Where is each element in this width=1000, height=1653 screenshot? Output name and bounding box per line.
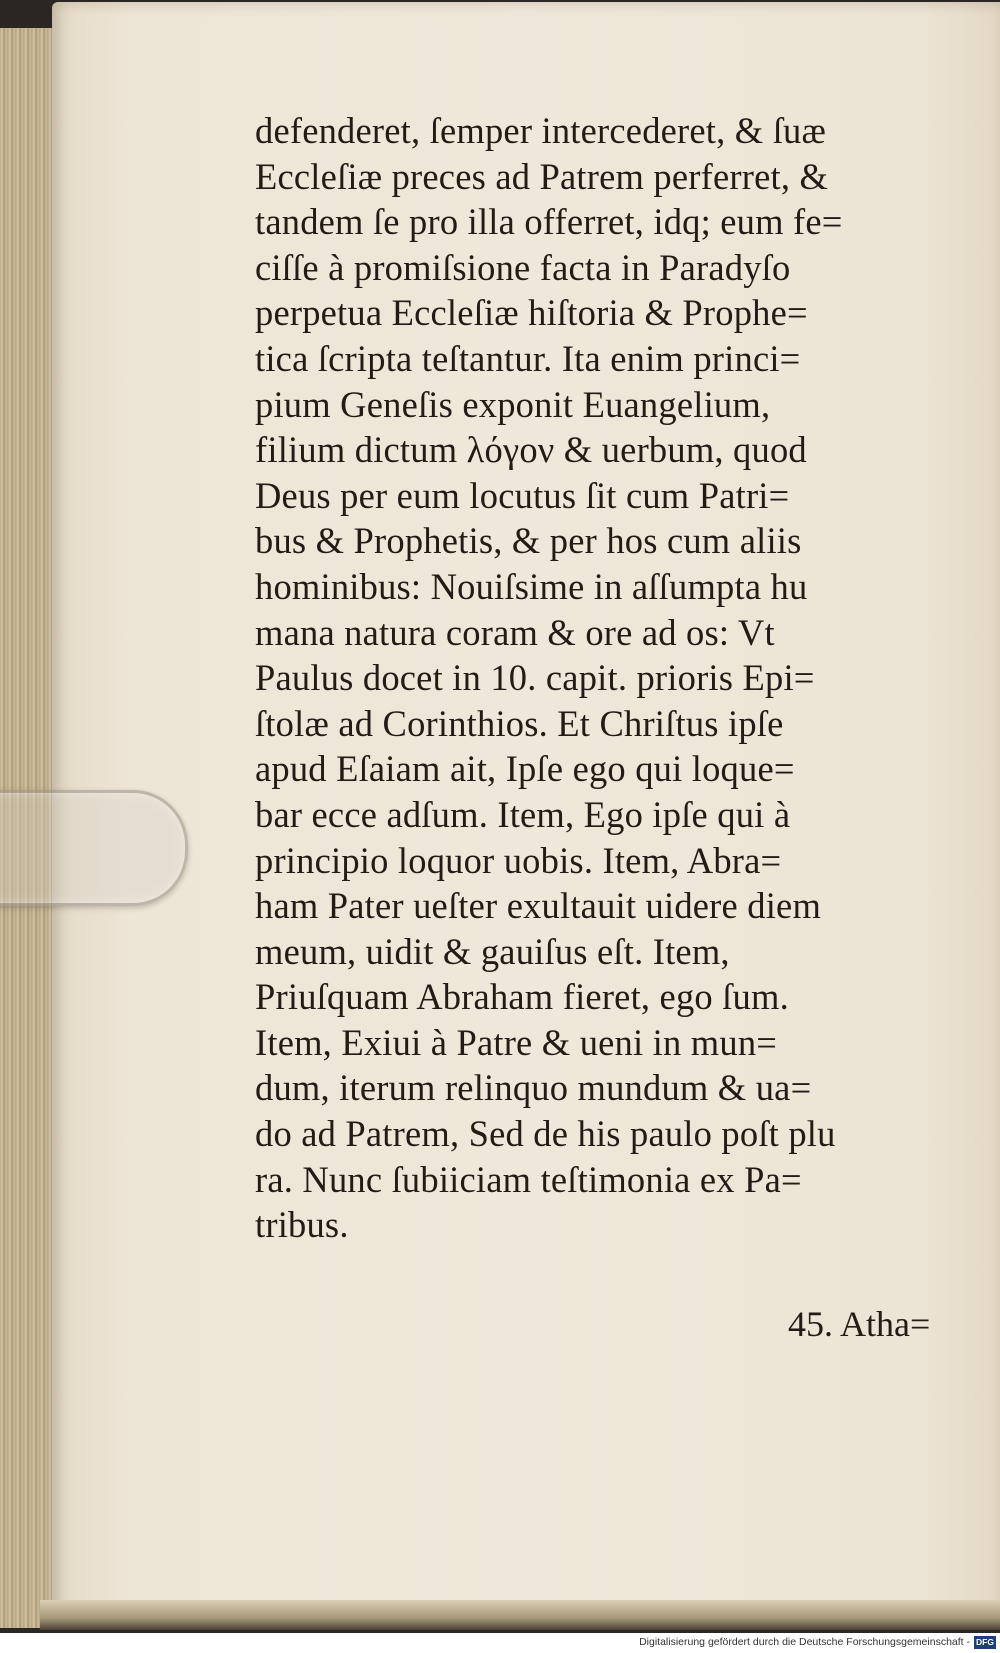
text-line: pium Geneſis exponit Euangelium,	[255, 383, 771, 425]
text-line: tandem ſe pro illa offerret, idq; eum fe=	[255, 201, 843, 243]
text-line: hominibus: Nouiſsime in aſſumpta hu	[255, 565, 808, 607]
text-line: ciſſe à promiſsione facta in Paradyſo	[255, 246, 791, 288]
text-line: bar ecce adſum. Item, Ego ipſe qui à	[255, 793, 791, 835]
text-line: ham Pater ueſter exultauit uidere diem	[255, 885, 822, 927]
text-line: principio loquor uobis. Item, Abra=	[255, 839, 782, 881]
text-line: Priuſquam Abraham fieret, ego ſum.	[255, 976, 789, 1018]
catchword: 45. Atha=	[788, 1304, 931, 1344]
text-line: Paulus docet in 10. capit. prioris Epi=	[255, 657, 815, 699]
text-line: filium dictum λόγον & uerbum, quod	[255, 429, 807, 471]
bookmark-clip	[0, 790, 188, 906]
text-line: Deus per eum locutus ſit cum Patri=	[255, 474, 790, 516]
dfg-logo-icon: DFG	[974, 1636, 996, 1649]
text-line: do ad Patrem, Sed de his paulo poſt plu	[255, 1113, 836, 1155]
text-line: ſtolæ ad Corinthios. Et Chriſtus ipſe	[255, 702, 784, 744]
text-line: mana natura coram & ore ad os: Vt	[255, 611, 775, 653]
text-line: Item, Exiui à Patre & ueni in mun=	[255, 1021, 778, 1063]
text-line: defenderet, ſemper intercederet, & ſuæ	[255, 110, 827, 151]
text-line: apud Eſaiam ait, Ipſe ego qui loque=	[255, 748, 795, 790]
page-bottom-edge	[40, 1600, 1000, 1630]
page-text	[255, 108, 955, 1248]
text-line: perpetua Eccleſiæ hiſtoria & Prophe=	[255, 292, 808, 334]
text-line: ra. Nunc ſubiiciam teſtimonia ex Pa=	[255, 1158, 802, 1200]
text-line: tribus.	[255, 1204, 349, 1246]
text-line: tica ſcripta teſtantur. Ita enim princi=	[255, 337, 801, 379]
text-line: meum, uidit & gauiſus eſt. Item,	[255, 930, 730, 972]
text-line: dum, iterum relinquo mundum & ua=	[255, 1067, 812, 1109]
funding-note: Digitalisierung gefördert durch die Deutsche Forschungsgemeinschaft -	[639, 1636, 970, 1648]
text-line: bus & Prophetis, & per hos cum aliis	[255, 520, 802, 562]
footer-bar	[0, 1633, 1000, 1653]
text-line: Eccleſiæ preces ad Patrem perferret, &	[255, 155, 829, 197]
